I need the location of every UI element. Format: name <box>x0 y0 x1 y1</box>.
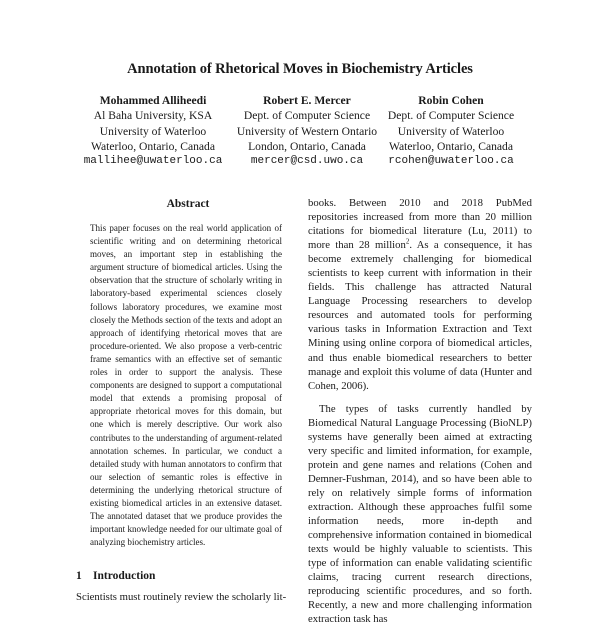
section-heading <box>76 570 155 582</box>
body-text: . As a consequence, it has become extremely challenging for biomedical scientists to keep current with information in their fields. This challenge has attracted Natural Language Processing researchers to develop resources and automated tools for performing various tasks in Information Extraction and Text Mining using online corpora of biomedical articles, and thus enable biomedical researchers to better manage and exploit this volume of data (Hunter and Cohen, 2006). <box>308 239 532 392</box>
author-location: London, Ontario, Canada <box>248 139 366 153</box>
author-affiliation: University of Waterloo <box>397 124 505 138</box>
author-affiliation: Dept. of Computer Science <box>387 109 515 123</box>
section-title: Introduction <box>93 570 156 582</box>
body-text: books. Between 2010 and 2018 PubMed repositories increased from more than 20 million citations for biomedical literature (Lu, 2011) to more than 28 million <box>308 197 532 252</box>
right-column <box>308 196 532 626</box>
abstract-text: This paper focuses on the real world application of scientific writing and on determining rhetorical moves, an important step in establishing the argument structure of biomedical articles. Using the observation that the structure of scholarly writing in laboratory-based experimental sciences closely follows laboratory procedures, we examine most closely the Methods section of the texts and adopt an approach of identifying rhetorical moves that are procedure-oriented. We also propose a verb-centric frame semantics with an effective set of semantic roles in order to support the analysis. These components are designed to support a computational model that extends a promising proposal of appropriate rhetorical moves for this domain, but one which is merely descriptive. Our work also contributes to the understanding of argument-related annotation schemes. In particular, we conduct a detailed study with human annotators to confirm that our selection of semantic roles is effective in determining the underlying rhetorical structure of existing biomedical articles in an extensive dataset. The annotated dataset that we produce provides the important knowledge needed for our ultimate goal of analyzing biochemistry articles. <box>90 223 282 548</box>
author-email: rcohen@uwaterloo.ca <box>388 155 514 168</box>
author-name: Mohammed Alliheedi <box>99 94 207 107</box>
paper-title: Annotation of Rhetorical Moves in Biochemistry Articles <box>127 61 473 77</box>
author-location: Waterloo, Ontario, Canada <box>389 139 513 153</box>
author-email: mercer@csd.uwo.ca <box>250 155 364 168</box>
section-number: 1 <box>76 570 82 582</box>
body-paragraph: The types of tasks currently handled by Biomedical Natural Language Processing (BioNLP) systems have generally been aimed at extracting very specific and limited information, for example, protein and gene names and relations (Cohen and Demner-Fushman, 2014), and so have been able to rely on relatively simple forms of information extraction. Although these approaches fulfil some information needs, more in-depth and comprehensive information contained in biomedical texts would be highly valuable to scientists. This type of information can enable validating scientific claims, tracing current research directions, reproducing scientific procedures, and so forth. Recently, a new and more challenging information extraction task has <box>308 402 532 626</box>
author-block <box>371 93 531 169</box>
abstract-heading: Abstract <box>166 198 210 210</box>
intro-paragraph: Scientists must routinely review the scholarly lit- <box>76 591 287 603</box>
author-affiliation: Al Baha University, KSA <box>93 109 213 123</box>
author-email: mallihee@uwaterloo.ca <box>83 155 223 168</box>
author-affiliation: University of Western Ontario <box>236 124 378 138</box>
author-location: Waterloo, Ontario, Canada <box>91 139 215 153</box>
author-block <box>68 93 238 169</box>
author-affiliation: University of Waterloo <box>99 124 207 138</box>
author-block <box>221 93 393 169</box>
footnote-marker: 2 <box>405 237 410 246</box>
author-affiliation: Dept. of Computer Science <box>243 109 371 123</box>
body-paragraph <box>308 196 532 393</box>
author-name: Robert E. Mercer <box>263 94 351 107</box>
author-name: Robin Cohen <box>418 94 484 107</box>
